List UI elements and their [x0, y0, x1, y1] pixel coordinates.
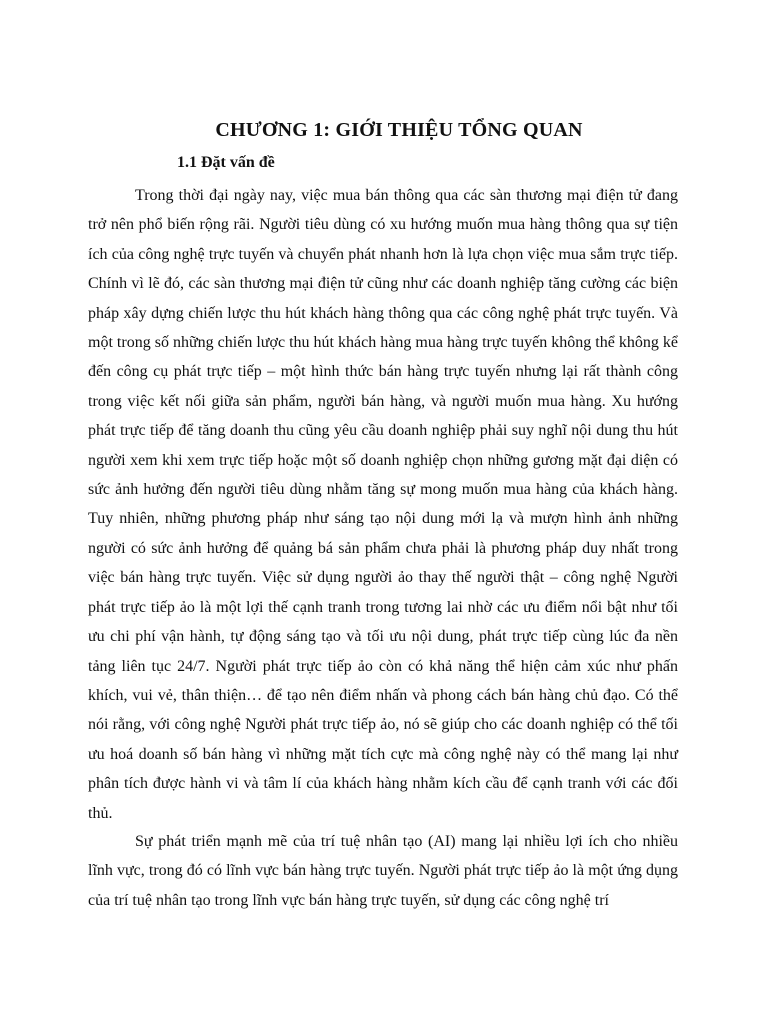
- section-title: 1.1 Đặt vấn đề: [177, 154, 275, 171]
- chapter-title: CHƯƠNG 1: GIỚI THIỆU TỔNG QUAN: [215, 119, 583, 141]
- body-paragraph: Sự phát triển mạnh mẽ của trí tuệ nhân tạo (AI) mang lại nhiều lợi ích cho nhiều lĩnh vực, trong đó có lĩnh vực bán hàng trực tuyến. Người phát trực tiếp ảo là một ứng dụng của trí tuệ nhân tạo trong lĩnh vực bán hàng trực tuyến, sử dụng các công nghệ trí: [88, 833, 678, 909]
- body-paragraph: Trong thời đại ngày nay, việc mua bán thông qua các sàn thương mại điện tử đang trở nên phổ biến rộng rãi. Người tiêu dùng có xu hướng muốn mua hàng thông qua sự tiện ích của công nghệ trực tuyến và chuyển phát nhanh hơn là lựa chọn việc mua sắm trực tiếp. Chính vì lẽ đó, các sàn thương mại điện tử cũng như các doanh nghiệp tăng cường các biện pháp xây dựng chiến lược thu hút khách hàng thông qua các công nghệ phát trực tuyến. Và một trong số những chiến lược thu hút khách hàng mua hàng trực tuyến không thể không kể đến công cụ phát trực tiếp – một hình thức bán hàng trực tuyến nhưng lại rất thành công trong việc kết nối giữa sản phẩm, người bán hàng, và người muốn mua hàng. Xu hướng phát trực tiếp để tăng doanh thu cũng yêu cầu doanh nghiệp phải suy nghĩ nội dung thu hút người xem khi xem trực tiếp hoặc một số doanh nghiệp chọn những gương mặt đại diện có sức ảnh hưởng đến người tiêu dùng nhằm tăng sự mong muốn mua hàng của khách hàng. Tuy nhiên, những phương pháp như sáng tạo nội dung mới lạ và mượn hình ảnh những người có sức ảnh hưởng để quảng bá sản phẩm chưa phải là phương pháp duy nhất trong việc bán hàng trực tuyến. Việc sử dụng người ảo thay thế người thật – công nghệ Người phát trực tiếp ảo là một lợi thế cạnh tranh trong tương lai nhờ các ưu điểm nổi bật như tối ưu chi phí vận hành, tự động sáng tạo và tối ưu nội dung, phát trực tiếp cùng lúc đa nền tảng liên tục 24/7. Người phát trực tiếp ảo còn có khả năng thể hiện cảm xúc như phấn khích, vui vẻ, thân thiện… để tạo nên điểm nhấn và phong cách bán hàng chủ đạo. Có thể nói rằng, với công nghệ Người phát trực tiếp ảo, nó sẽ giúp cho các doanh nghiệp có thể tối ưu hoá doanh số bán hàng vì những mặt tích cực mà công nghệ này có thể mang lại như phân tích được hành vi và tâm lí của khách hàng nhằm kích cầu để cạnh tranh với các đối thủ.: [88, 187, 678, 822]
